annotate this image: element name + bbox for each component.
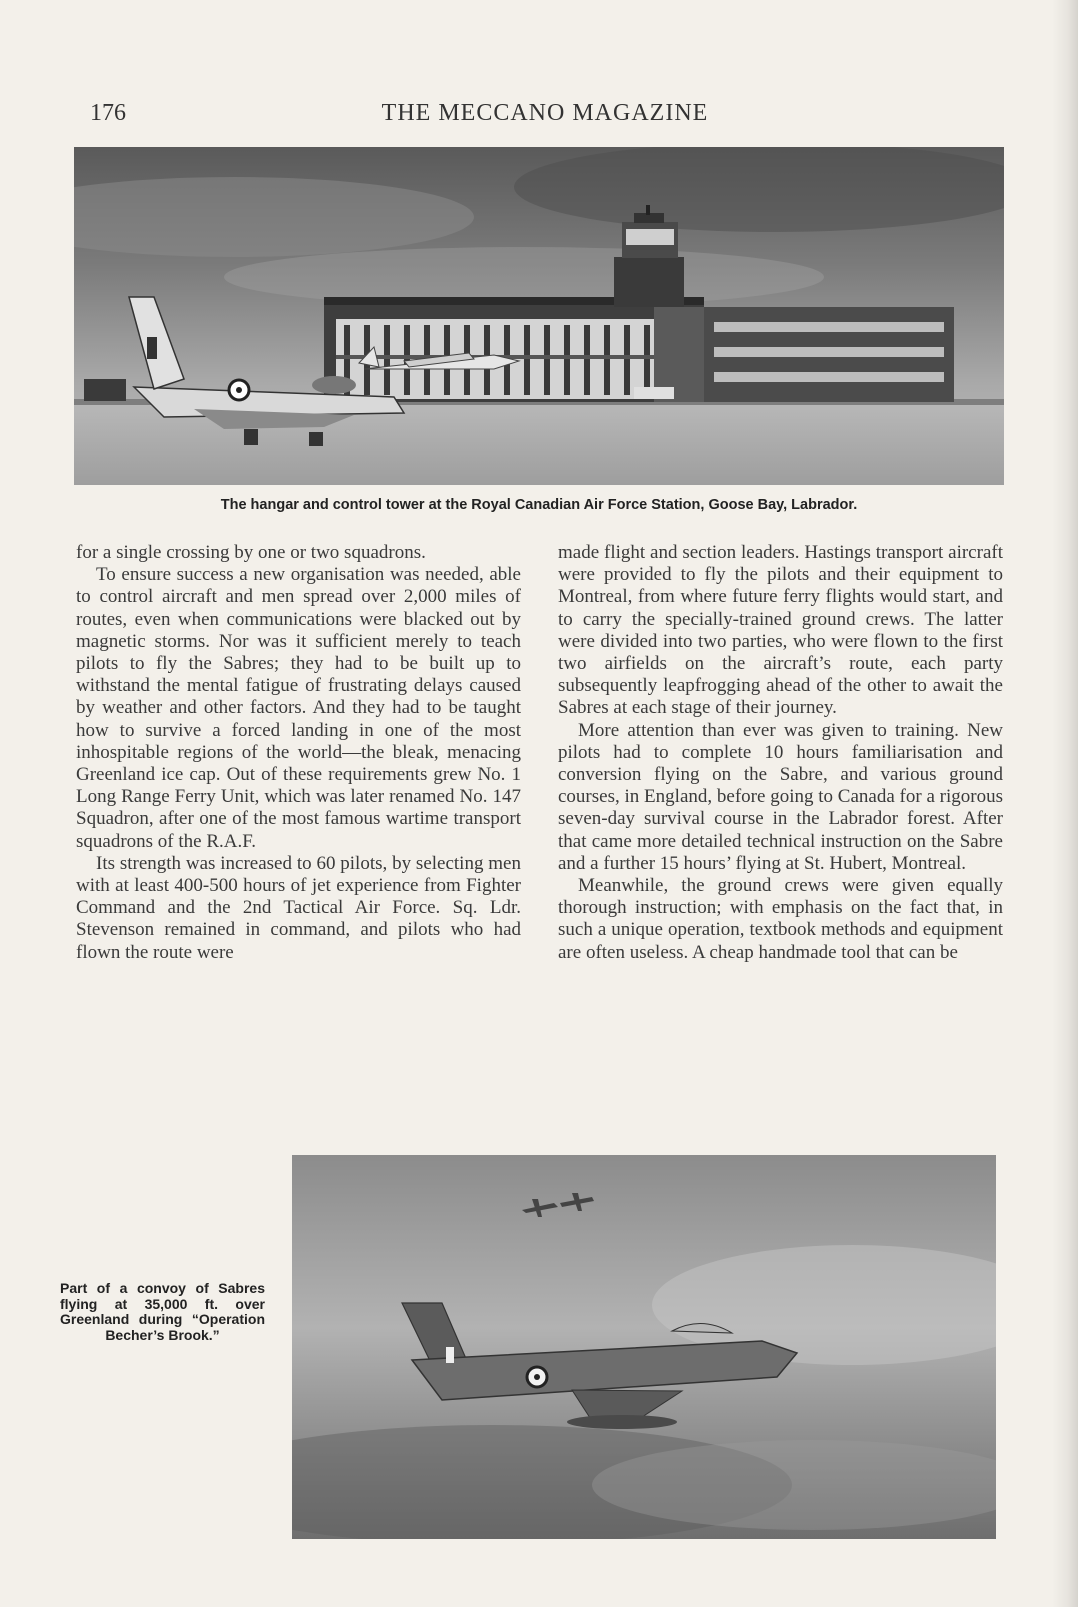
page-header xyxy=(90,100,1000,130)
page-edge-shadow xyxy=(1052,0,1078,1607)
paragraph: Meanwhile, the ground crews were given equally thorough instruction; with emphasis on the fact that, in such a unique operation, textbook methods and equipment are often useless. A cheap handmade tool that can be xyxy=(558,875,1003,963)
hangar-photo xyxy=(74,147,1004,485)
magazine-title: THE MECCANO MAGAZINE xyxy=(381,100,709,126)
article-column-right xyxy=(558,542,1003,964)
paragraph: More attention than ever was given to training. New pilots had to complete 10 hours familiarisation and conversion flying on the Sabre, and various ground courses, in England, before going to Canada for a rigorous seven-day survival course in the Labrador forest. After that came more detailed technical instruction on the Sabre and a further 15 hours’ flying at St. Hubert, Montreal. xyxy=(558,719,1003,874)
hangar-photo-caption: The hangar and control tower at the Royal Canadian Air Force Station, Goose Bay, Labrador. xyxy=(220,497,858,513)
paragraph: for a single crossing by one or two squadrons. xyxy=(76,542,426,563)
sabre-flight-photo xyxy=(292,1155,996,1539)
paragraph: To ensure success a new organisation was needed, able to control aircraft and men spread over 2,000 miles of routes, even when communications were blacked out by magnetic storms. Nor was it sufficient merely to teach pilots to fly the Sabres; they had to be built up to withstand the mental fatigue of frustrating delays caused by weather and other factors. And they had to be taught how to survive a forced landing in one of the most inhospitable regions of the world—the bleak, menacing Greenland ice cap. Out of these requirements grew No. 1 Long Range Ferry Unit, which was later renamed No. 147 Squadron, after one of the most famous wartime transport squadrons of the R.A.F. xyxy=(76,564,521,852)
sabre-photo-caption: Part of a convoy of Sabres flying at 35,000 ft. over Greenland during “Operation Becher’s Brook.” xyxy=(60,1280,265,1343)
paragraph: Its strength was increased to 60 pilots, by selecting men with at least 400-500 hours of jet experience from Fighter Command and the 2nd Tactical Air Force. Sq. Ldr. Stevenson remained in command, and pilots who had flown the route were xyxy=(76,852,521,963)
page-number: 176 xyxy=(90,100,126,126)
article-column-left xyxy=(76,542,521,964)
paragraph: made flight and section leaders. Hastings transport aircraft were provided to fly the pilots and their equipment to Montreal, from where future ferry flights would start, and to carry the specially-trained ground crews. The latter were divided into two parties, who were flown to the first two airfields on the aircraft’s route, each party subsequently leapfrogging ahead of the other to await the Sabres at each stage of their journey. xyxy=(558,542,1003,719)
